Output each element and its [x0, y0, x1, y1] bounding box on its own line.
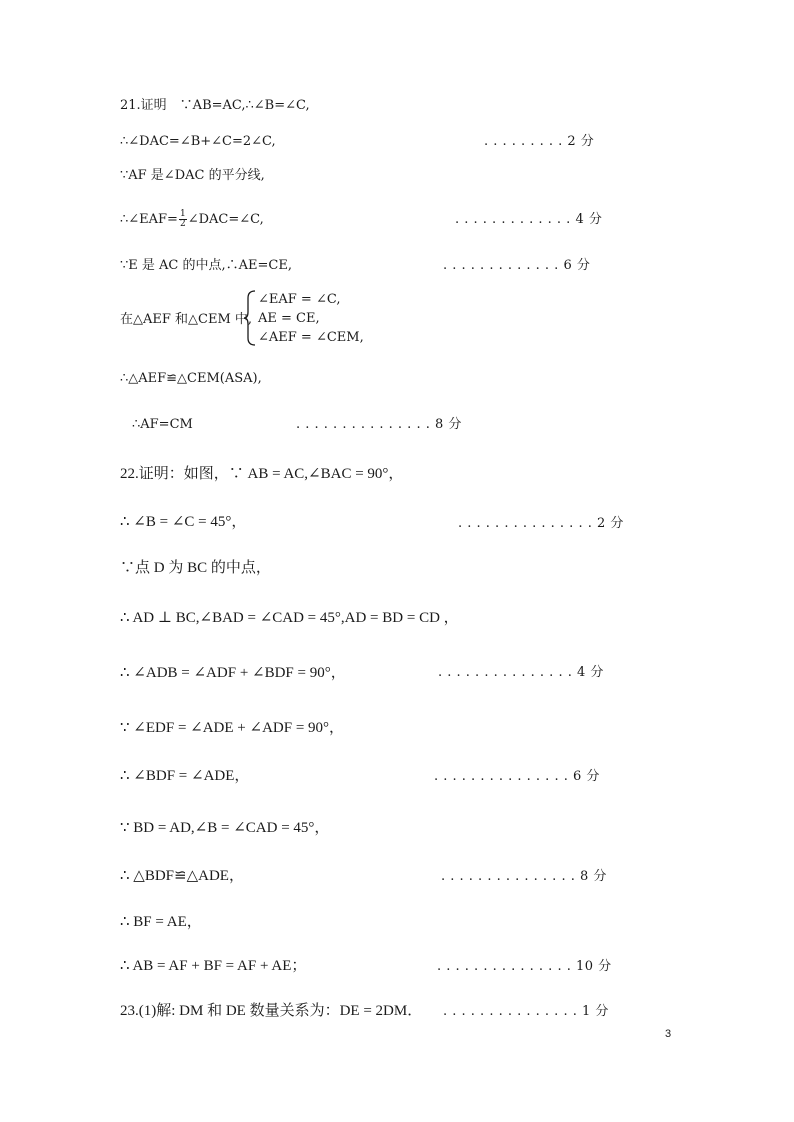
fraction-denominator: 2 — [179, 219, 186, 229]
q22-score-8: . . . . . . . . . . . . . . . 8 分 — [441, 869, 607, 884]
system-eq-3: ∠AEF = ∠CEM, — [258, 330, 364, 345]
q22-line-1: 22.证明：如图，∵ AB = AC,∠BAC = 90°， — [120, 466, 404, 482]
q22-line-3: ∵点 D 为 BC 的中点， — [120, 560, 271, 576]
q22-line-5: ∴ ∠ADB = ∠ADF + ∠BDF = 90°， — [120, 665, 346, 681]
q22-score-4: . . . . . . . . . . . . . . . 4 分 — [438, 665, 604, 680]
q21-line-2: ∴∠DAC=∠B+∠C=2∠C, — [120, 134, 276, 149]
system-brace-icon — [244, 290, 256, 346]
page-number: 3 — [665, 1028, 672, 1040]
half-fraction — [179, 210, 187, 229]
q21-line-6-prefix: 在△AEF 和△CEM 中, — [120, 312, 253, 327]
q21-line-8: ∴AF=CM — [132, 417, 193, 432]
q22-line-10: ∴ BF = AE， — [120, 914, 202, 930]
q22-line-2: ∴ ∠B = ∠C = 45°， — [120, 514, 247, 530]
q21-score-6: . . . . . . . . . . . . . 6 分 — [443, 258, 591, 273]
q21-line-3: ∵AF 是∠DAC 的平分线, — [120, 168, 265, 183]
q22-score-6: . . . . . . . . . . . . . . . 6 分 — [434, 769, 600, 784]
q22-line-4: ∴ AD ⊥ BC,∠BAD = ∠CAD = 45°,AD = BD = CD ， — [120, 610, 459, 626]
q21-line-4-pre: ∴∠EAF= — [120, 212, 178, 227]
q21-line-4-post: ∠DAC=∠C, — [187, 212, 264, 227]
q21-score-8: . . . . . . . . . . . . . . . 8 分 — [296, 417, 462, 432]
q22-line-9: ∴ △BDF≌△ADE， — [120, 868, 244, 884]
q21-line-5: ∵E 是 AC 的中点,∴AE=CE, — [120, 258, 292, 273]
fraction-numerator: 1 — [179, 209, 186, 219]
q22-line-11: ∴ AB = AF + BF = AF + AE； — [120, 958, 307, 974]
q22-line-7: ∴ ∠BDF = ∠ADE， — [120, 768, 250, 784]
q22-score-10: . . . . . . . . . . . . . . . 10 分 — [437, 959, 612, 974]
q21-line-1: 21.证明 ∵AB=AC,∴∠B=∠C, — [120, 98, 310, 113]
q23-line-1: 23.(1)解: DM 和 DE 数量关系为：DE = 2DM． — [120, 1003, 423, 1019]
q21-score-2: . . . . . . . . . 2 分 — [484, 134, 595, 149]
q23-score-1: . . . . . . . . . . . . . . . 1 分 — [443, 1004, 609, 1019]
system-eq-2: AE = CE, — [258, 311, 320, 326]
q22-line-6: ∵ ∠EDF = ∠ADE + ∠ADF = 90°， — [120, 720, 345, 736]
system-eq-1: ∠EAF = ∠C, — [258, 292, 341, 307]
q21-score-4: . . . . . . . . . . . . . 4 分 — [455, 212, 603, 227]
q21-line-4 — [120, 210, 264, 229]
q22-score-2: . . . . . . . . . . . . . . . 2 分 — [458, 516, 624, 531]
q21-line-7: ∴△AEF≌△CEM(ASA), — [120, 371, 262, 386]
q22-line-8: ∵ BD = AD,∠B = ∠CAD = 45°， — [120, 820, 330, 836]
